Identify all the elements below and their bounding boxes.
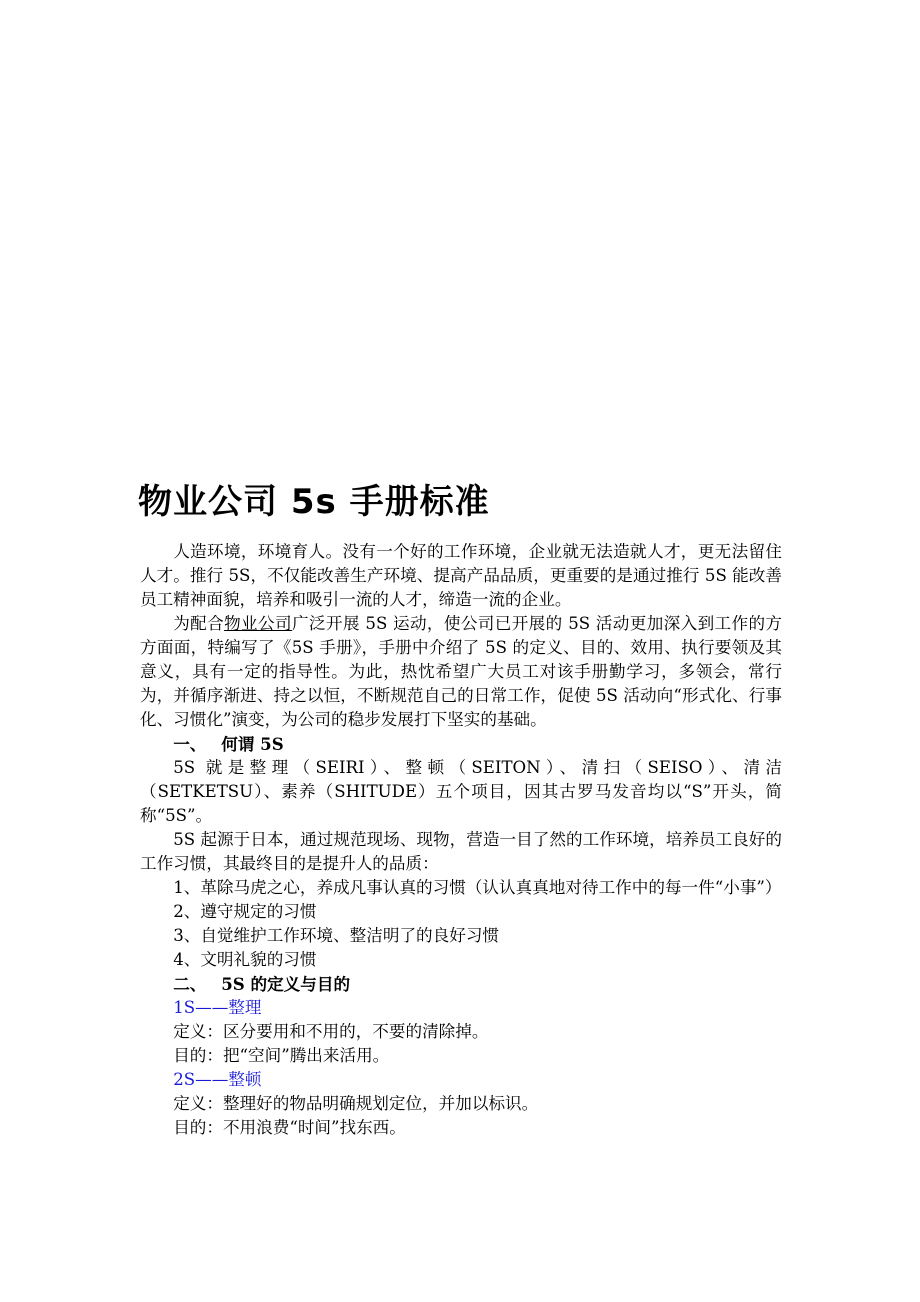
1s-definition: 定义：区分要用和不用的，不要的清除掉。 xyxy=(173,1022,489,1041)
section-2-heading xyxy=(140,972,782,996)
document-title: 物业公司 5s 手册标准 xyxy=(138,482,490,522)
intro-paragraph-1: 人造环境，环境育人。没有一个好的工作环境，企业就无法造就人才，更无法留住人才。推行 5S，不仅能改善生产环境、提高产品品质，更重要的是通过推行 5S 能改善员工精神面貌，培养和吸引一流的人才，缔造一流的企业。 xyxy=(140,542,782,609)
section-2-number: 二、 xyxy=(173,974,207,994)
section-1-paragraph-2: 5S 起源于日本，通过规范现场、现物，营造一目了然的工作环境，培养员工良好的工作习惯，其最终目的是提升人的品质： xyxy=(140,830,782,873)
section-1-heading xyxy=(140,732,782,756)
intro-paragraph-2 xyxy=(140,612,782,732)
section-1-title: 何谓 5S xyxy=(221,734,284,754)
1s-purpose: 目的：把“空间”腾出来活用。 xyxy=(173,1046,390,1065)
intro-p2-after: 广泛开展 5S 运动，使公司已开展的 5S 活动更加深入到工作的方方面面，特编写了《5S 手册》，手册中介绍了 5S 的定义、目的、效用、执行要领及其意义，具有一定的指导性。为此，热忱希望广大员工对该手册勤学习，多领会，常行为，并循序渐进、持之以恒，不断规范自己的日常工作，促使 5S 活动向“形式化、行事化、习惯化”演变，为公司的稳步发展打下坚实的基础。 xyxy=(140,614,783,729)
section-1-number: 一、 xyxy=(173,734,207,754)
habit-item-3: 3、自觉维护工作环境、整洁明了的良好习惯 xyxy=(173,926,500,945)
1s-heading: 1S——整理 xyxy=(173,998,262,1017)
intro-p2-before: 为配合 xyxy=(173,614,225,633)
document-body xyxy=(140,540,782,1140)
habit-item-2: 2、遵守规定的习惯 xyxy=(173,902,317,921)
company-link[interactable]: 物业公司 xyxy=(224,614,292,633)
2s-heading: 2S——整顿 xyxy=(173,1070,262,1089)
habit-item-4: 4、文明礼貌的习惯 xyxy=(173,950,317,969)
section-2-title: 5S 的定义与目的 xyxy=(221,974,351,994)
habit-item-1: 1、革除马虎之心，养成凡事认真的习惯（认认真真地对待工作中的每一件“小事”） xyxy=(173,878,782,897)
2s-purpose: 目的：不用浪费“时间”找东西。 xyxy=(173,1118,406,1137)
section-1-paragraph-1: 5S 就是整理（SEIRI）、整顿（SEITON）、清扫（SEISO）、清洁（SETKETSU）、素养（SHITUDE）五个项目，因其古罗马发音均以“S”开头，简称“5S”。 xyxy=(140,758,782,825)
2s-definition: 定义：整理好的物品明确规划定位，并加以标识。 xyxy=(173,1094,539,1113)
